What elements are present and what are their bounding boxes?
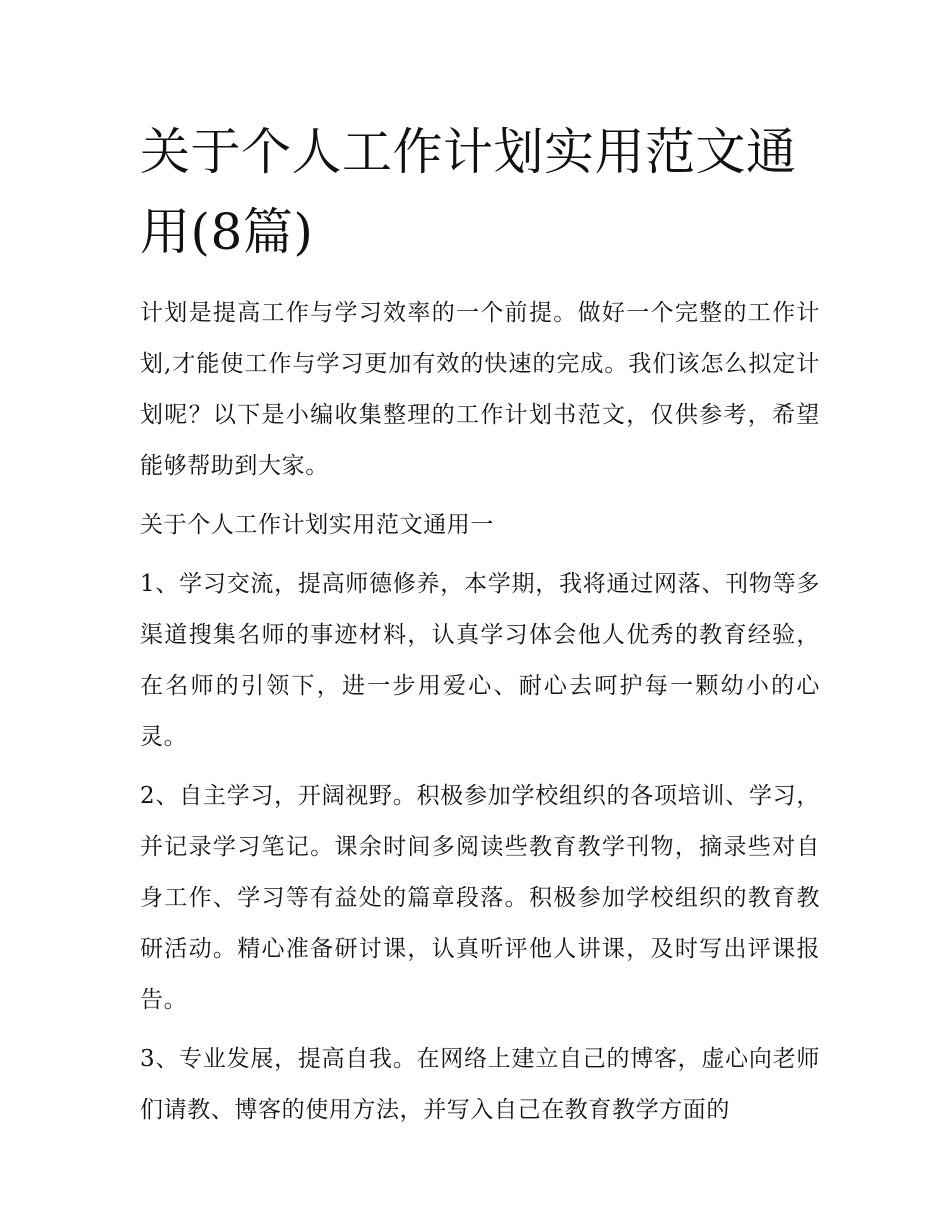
document-title: 关于个人工作计划实用范文通用(8篇) [140, 123, 797, 261]
section-heading: 关于个人工作计划实用范文通用一 [140, 512, 494, 538]
list-item-3: 3、专业发展，提高自我。在网络上建立自己的博客，虚心向老师们请教、博客的使用方法，并写入自己在教育教学方面的 [140, 1046, 820, 1123]
list-item-1: 1、学习交流，提高师德修养，本学期，我将通过网落、刊物等多渠道搜集名师的事迹材料，认真学习体会他人优秀的教育经验，在名师的引领下，进一步用爱心、耐心去呵护每一颗幼小的心灵。 [140, 571, 820, 750]
intro-paragraph: 计划是提高工作与学习效率的一个前提。做好一个完整的工作计划,才能使工作与学习更加有效的快速的完成。我们该怎么拟定计划呢？以下是小编收集整理的工作计划书范文，仅供参考，希望能够帮助到大家。 [140, 300, 820, 479]
list-item-2: 2、自主学习，开阔视野。积极参加学校组织的各项培训、学习，并记录学习笔记。课余时间多阅读些教育教学刊物，摘录些对自身工作、学习等有益处的篇章段落。积极参加学校组织的教育教研活动。精心准备研讨课，认真听评他人讲课，及时写出评课报告。 [140, 783, 820, 1013]
document-page [140, 112, 820, 1136]
